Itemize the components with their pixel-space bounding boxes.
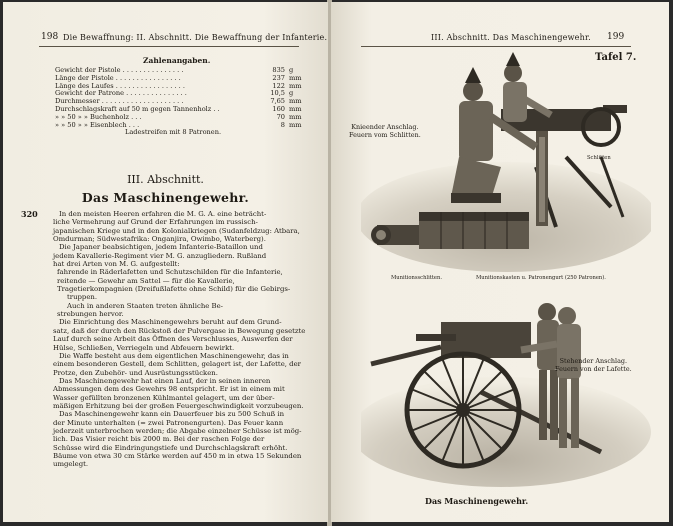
header-rule-left [39,46,299,47]
text-line: Hülse, Schließen, Verriegeln und Abfeuern bewirkt. [53,343,235,352]
text-line: Protze, den Zubehör- und Ausrüstungsstücken. [53,368,218,377]
specs-row: Gewicht der Pistole . . . . . . . . . . . . . . . 835 g [55,66,294,74]
text-line: einem besonderen Gestell, dem Schlitten, gelagert ist, der Lafette, der [53,360,301,369]
text-line: Die Einrichtung des Maschinengewehrs beruht auf dem Grund- [59,318,282,327]
specs-row: Länge der Pistole . . . . . . . . . . . . . . . . 237 mm [55,73,302,82]
specs-row: Ladestreifen mit 8 Patronen. [125,128,222,137]
text-line: Schüsse wird die Eindringungstiefe und Durchschlagskraft erhöht. [53,443,288,452]
specs-row: Durchmesser . . . . . . . . . . . . . . . . . . . . 7,65 mm [55,97,302,106]
text-line: Das Maschinengewehr hat einen Lauf, der in seinen inneren [59,376,271,385]
text-line: Die Japaner beabsichtigen, jedem Infanterie-Bataillon und [59,243,263,252]
caption-sled: Schlitten [587,155,611,161]
text-line: umgelegt. [53,460,89,469]
text-line: strebungen hervor. [57,310,124,319]
running-head-left: Die Bewaffnung: II. Abschnitt. Die Bewaffnung der Infanterie. [63,33,328,42]
caption-kneeling [349,124,421,139]
caption-belt-box: Munitionskasten u. Patronengurt (250 Patronen). [476,275,606,281]
text-line: Abmessungen dem des Gewehrs 98 entspricht. Er ist in einem mit [53,385,285,394]
text-line: hat drei Arten von M. G. aufgestellt: [53,260,180,269]
plate-title: Das Maschinengewehr. [425,496,529,506]
specs-row: » » 50 » » Eisenblech . . . 8 mm [55,120,302,129]
text-line: mäßigen Erhitzung bei der großen Feuergeschwindigkeit vorzubeugen. [53,401,304,410]
caption-standing-line: Feuern von der Lafette. [555,364,632,373]
text-line: Bäume von etwa 30 cm Stärke werden auf 450 m in etwa 15 Sekunden [53,451,302,460]
left-page [3,2,328,522]
body-text [53,210,306,469]
specs-table [55,67,325,137]
text-line: Lauf durch seine Arbeit das Öffnen des Verschlusses, Auswerfen der [53,335,293,344]
right-page [331,2,669,522]
text-line: truppen. [67,293,98,302]
chapter-number: III. Abschnitt. [127,173,204,186]
text-line: jedem Kavallerie-Regiment vier M. G. anzugliedern. Rußland [53,251,267,260]
caption-kneeling-line: Feuern vom Schlitten. [349,130,421,139]
specs-heading: Zahlenangaben. [143,56,211,65]
text-line: Tragetierkompagnien (Dreifußlafette ohne Schild) für die Gebirgs- [57,285,291,294]
specs-row: Länge des Laufes . . . . . . . . . . . . . . . . . 122 mm [55,81,302,90]
running-head-right: III. Abschnitt. Das Maschinengewehr. [431,33,591,42]
specs-row: Gewicht der Patrone . . . . . . . . . . . . . . . 10,5 g [55,89,294,98]
chapter-title: Das Maschinengewehr. [81,190,250,205]
text-line: jederzeit unterbrochen werden; die Abgabe einzelner Schüsse ist mög- [53,426,302,435]
caption-standing-line: Stehender Anschlag. [559,357,628,365]
text-line: satz, daß der durch den Rückstoß der Pulvergase in Bewegung gesetzte [53,326,306,335]
text-line: fahrende in Räderlafetten und Schutzschilden für die Infanterie, [57,268,283,277]
text-line: japanischen Kriege und in den Kolonialkriegen (Sudanfeldzug: Atbara, [53,226,300,235]
specs-row: Durchschlagskraft auf 50 m gegen Tannenholz . . 160 mm [55,104,302,113]
photo-standing-gunners [361,292,651,487]
text-line: der Minute unterhalten (= zwei Patronengurten). Das Feuer kann [53,418,284,427]
text-line: Omdurman; Südwestafrika: Onganjira, Owimbo, Waterberg). [53,235,266,244]
text-line: lich. Das Visier reicht bis 2000 m. Bei der raschen Folge der [53,435,265,444]
text-line: Das Maschinengewehr kann ein Dauerfeuer bis zu 500 Schuß in [59,410,285,419]
text-line: Wasser gefüllten bronzenen Kühlmantel gelagert, um der über- [53,393,275,402]
text-line: reitende — Gewehr am Sattel — für die Kavallerie, [57,276,235,285]
specs-row: » » 50 » » Buchenholz . . . 70 mm [55,112,302,121]
plate-label: Tafel 7. [595,52,637,63]
text-line: Die Waffe besteht aus dem eigentlichen Maschinengewehr, das in [59,351,289,360]
page-number-right: 199 [607,32,625,42]
page-number-left: 198 [41,32,59,42]
caption-ammo-sled: Munitionsschlitten. [391,275,442,281]
caption-standing [555,358,632,373]
text-line: Auch in anderen Staaten treten ähnliche Be- [67,301,223,310]
text-line: In den meisten Heeren erfahren die M. G. A. eine beträcht- [59,210,267,218]
margin-number: 320 [21,209,38,219]
caption-kneeling-line: Knieender Anschlag. [351,123,419,131]
text-line: liche Vermehrung auf Grund der Erfahrungen im russisch- [53,218,258,227]
